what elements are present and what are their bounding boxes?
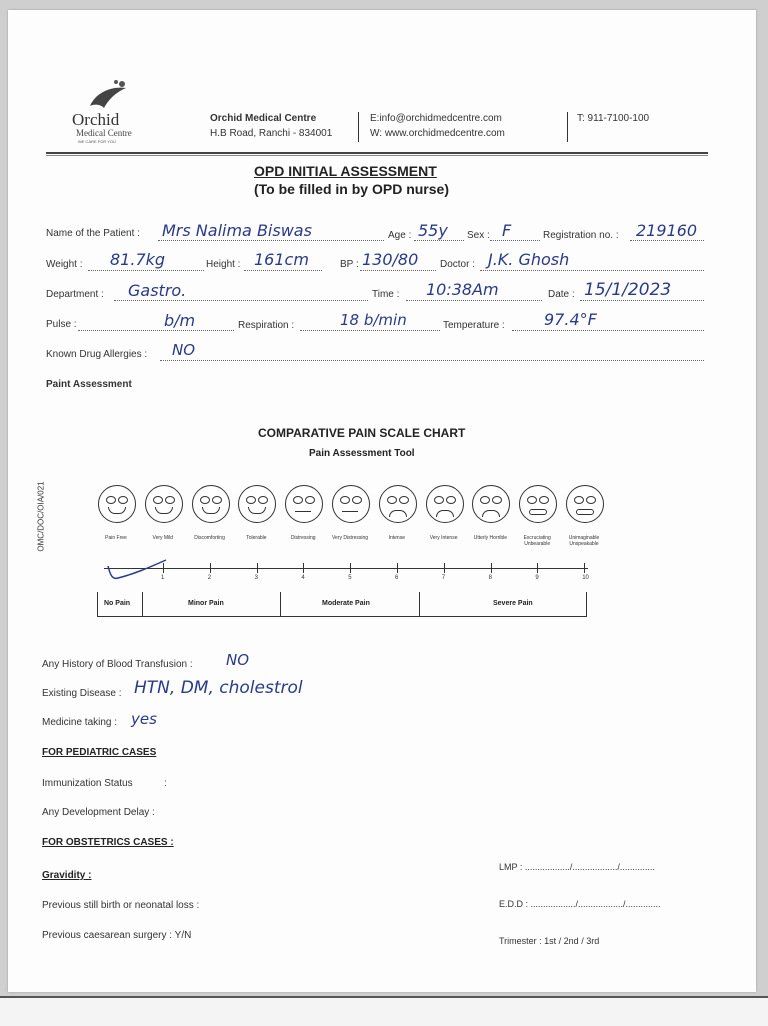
lmp-field: LMP : ................../................../.............. — [499, 862, 655, 872]
medicine-value: yes — [131, 710, 157, 728]
form-title: OPD INITIAL ASSESSMENT — [254, 163, 437, 179]
temperature-label: Temperature : — [443, 320, 505, 331]
immunization-colon: : — [164, 778, 167, 789]
pulse-label: Pulse : — [46, 319, 77, 330]
pain-face-label: Distressing — [290, 535, 316, 541]
pain-face-icon — [519, 485, 557, 523]
header-divider-2 — [567, 112, 568, 142]
respiration-label: Respiration : — [238, 320, 295, 331]
edd-field: E.D.D : ................../................../.............. — [499, 899, 661, 909]
orchid-logo-icon — [86, 78, 132, 112]
scale-number: 1 — [161, 575, 165, 581]
pain-face-icon — [379, 485, 417, 523]
band-divider-2 — [280, 592, 281, 616]
scale-number: 4 — [301, 575, 305, 581]
pain-face-icon — [332, 485, 370, 523]
band-divider-1 — [142, 592, 143, 616]
department-label: Department : — [46, 289, 104, 300]
time-value: 10:38Am — [426, 280, 499, 299]
scale-number: 2 — [207, 575, 212, 581]
sex-label: Sex : — [467, 230, 490, 241]
doctor-label: Doctor : — [440, 259, 476, 270]
drug-allergies-value: NO — [172, 341, 196, 359]
temperature-line — [512, 330, 704, 331]
pain-face-icon — [566, 485, 604, 523]
pediatric-heading: FOR PEDIATRIC CASES — [42, 747, 157, 758]
pain-face-label: Pain Free — [105, 535, 127, 541]
gravidity-label: Gravidity : — [42, 870, 92, 881]
logo-name: Orchid — [72, 110, 120, 129]
next-page-edge — [0, 996, 768, 1026]
scale-tick — [257, 563, 258, 573]
document-code: OMC/DOC/OIA/021 — [36, 481, 46, 552]
height-line — [244, 270, 322, 271]
transfusion-value: NO — [226, 651, 250, 669]
scale-tick — [584, 563, 585, 573]
age-value: 55y — [418, 221, 448, 240]
pain-face-label: Tolerable — [246, 535, 267, 541]
pain-mark-scribble — [104, 556, 170, 584]
pain-face-label: Very Mild — [152, 535, 174, 541]
scale-number: 7 — [441, 575, 446, 581]
immunization-label: Immunization Status — [42, 778, 133, 789]
obstetrics-heading: FOR OBSTETRICS CASES : — [42, 837, 174, 848]
patient-name-line — [158, 240, 384, 241]
scale-number: 3 — [254, 575, 258, 581]
pain-scale-line — [104, 568, 588, 569]
caesarean-label: Previous caesarean surgery : Y/N — [42, 930, 192, 941]
logo-subtitle: Medical Centre — [76, 128, 132, 138]
height-value: 161cm — [254, 250, 309, 269]
doctor-value: J.K. Ghosh — [488, 250, 570, 269]
sex-line — [490, 240, 540, 241]
bp-line — [360, 270, 436, 271]
pain-chart-subtitle: Pain Assessment Tool — [309, 448, 415, 459]
doctor-line — [480, 270, 704, 271]
pulse-value: b/m — [164, 311, 196, 330]
scale-tick — [537, 563, 538, 573]
pain-face-icon — [98, 485, 136, 523]
date-value: 15/1/2023 — [584, 280, 672, 300]
time-label: Time : — [372, 289, 400, 300]
sex-value: F — [502, 221, 512, 240]
pain-face-icon — [426, 485, 464, 523]
existing-disease-value: HTN, DM, cholestrol — [134, 678, 303, 698]
patient-name-label: Name of the Patient : — [46, 228, 140, 239]
respiration-value: 18 b/min — [340, 311, 407, 329]
scale-tick — [303, 563, 304, 573]
pain-face-label: Excruciating Unbearable — [523, 535, 551, 547]
address-line-1: Orchid Medical Centre — [210, 113, 317, 124]
pain-face-label: Utterly Horrible — [473, 535, 508, 541]
registration-label: Registration no. : — [543, 230, 619, 241]
bp-value: 130/80 — [362, 250, 419, 269]
scale-tick — [444, 563, 445, 573]
still-birth-label: Previous still birth or neonatal loss : — [42, 900, 200, 911]
band-divider-3 — [419, 592, 420, 616]
weight-line — [88, 270, 204, 271]
band-moderate-pain: Moderate Pain — [322, 600, 370, 607]
scale-number: 9 — [535, 575, 539, 581]
scale-number: 10 — [582, 575, 589, 581]
scale-tick — [397, 563, 398, 573]
scale-number: 6 — [395, 575, 399, 581]
pain-assessment-label: Paint Assessment — [46, 379, 132, 390]
scale-tick — [491, 563, 492, 573]
header-rule — [46, 152, 708, 156]
respiration-line — [300, 330, 440, 331]
date-label: Date : — [548, 289, 575, 300]
scale-tick — [210, 563, 211, 573]
bp-label: BP : — [340, 259, 359, 270]
medicine-label: Medicine taking : — [42, 717, 118, 728]
date-line — [580, 300, 704, 301]
form-subtitle: (To be filled in by OPD nurse) — [254, 181, 449, 197]
pain-face-label: Very Intense — [429, 535, 458, 541]
pain-face-label: Intense — [388, 535, 405, 541]
header-divider-1 — [358, 112, 359, 142]
scale-tick — [350, 563, 351, 573]
temperature-value: 97.4°F — [544, 310, 597, 329]
pain-face-icon — [145, 485, 183, 523]
pain-face-icon — [192, 485, 230, 523]
scale-number: 8 — [488, 575, 492, 581]
existing-disease-label: Existing Disease : — [42, 688, 122, 699]
pain-chart-title: COMPARATIVE PAIN SCALE CHART — [258, 426, 466, 440]
pain-face-label: Unimaginable Unspeakable — [568, 535, 600, 547]
weight-value: 81.7kg — [110, 250, 166, 269]
pain-face-label: Discomforting — [194, 535, 225, 541]
logo-tagline: WE CARE FOR YOU — [78, 139, 116, 144]
transfusion-label: Any History of Blood Transfusion : — [42, 659, 193, 670]
department-value: Gastro. — [128, 281, 187, 300]
registration-value: 219160 — [636, 221, 698, 240]
drug-allergies-label: Known Drug Allergies : — [46, 349, 148, 360]
age-line — [414, 240, 464, 241]
age-label: Age : — [388, 230, 412, 241]
email-text: E:info@orchidmedcentre.com — [370, 113, 502, 124]
phone-text: T: 911-7100-100 — [577, 113, 650, 124]
band-severe-pain: Severe Pain — [493, 600, 533, 607]
patient-name-value: Mrs Nalima Biswas — [162, 221, 312, 240]
band-minor-pain: Minor Pain — [188, 600, 224, 607]
development-delay-label: Any Development Delay : — [42, 807, 155, 818]
website-text: W: www.orchidmedcentre.com — [370, 128, 505, 139]
pain-face-label: Very Distressing — [331, 535, 369, 541]
registration-line — [630, 240, 704, 241]
time-line — [406, 300, 542, 301]
scale-number: 5 — [348, 575, 352, 581]
weight-label: Weight : — [46, 259, 83, 270]
address-line-2: H.B Road, Ranchi - 834001 — [210, 128, 333, 139]
department-line — [114, 300, 368, 301]
pain-face-icon — [285, 485, 323, 523]
pulse-line — [78, 330, 234, 331]
drug-allergies-line — [160, 360, 704, 361]
trimester-field: Trimester : 1st / 2nd / 3rd — [499, 936, 600, 946]
band-no-pain: No Pain — [104, 600, 131, 607]
height-label: Height : — [206, 259, 241, 270]
